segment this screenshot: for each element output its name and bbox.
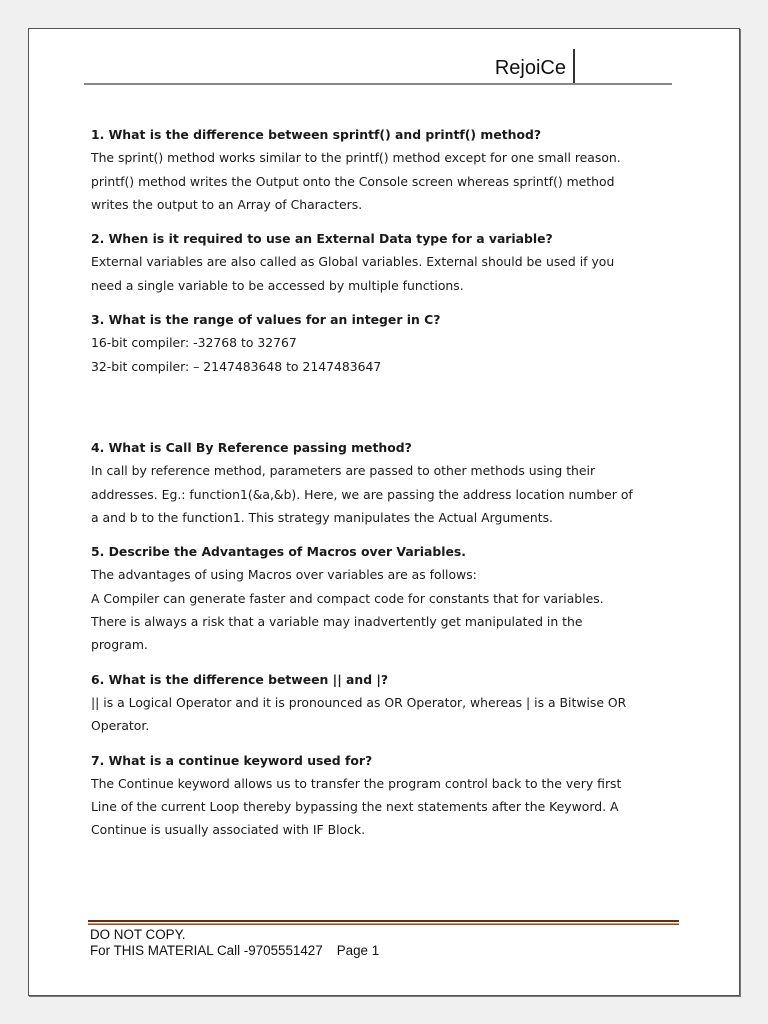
answer-line: Operator.	[91, 718, 150, 734]
question: 3. What is the range of values for an integer in C?	[91, 312, 441, 328]
qa-item-1	[91, 123, 683, 216]
question: 2. When is it required to use an External Data type for a variable?	[91, 231, 553, 247]
answer-line: In call by reference method, parameters are passed to other methods using their	[91, 463, 596, 479]
page-footer	[90, 927, 379, 959]
answer-line: printf() method writes the Output onto the Console screen whereas sprintf() method	[91, 173, 615, 189]
qa-item-4	[91, 436, 683, 529]
footer-contact: For THIS MATERIAL Call -9705551427	[90, 943, 323, 958]
answer-line: The Continue keyword allows us to transfer the program control back to the very first	[91, 775, 622, 791]
page-header	[495, 49, 571, 83]
answer-line: There is always a risk that a variable may inadvertently get manipulated in the	[91, 614, 583, 630]
header-title: RejoiCe	[494, 57, 566, 79]
answer-line: need a single variable to be accessed by multiple functions.	[91, 277, 464, 293]
question: 6. What is the difference between || and |?	[91, 671, 389, 687]
header-bar	[573, 49, 575, 85]
qa-item-6	[91, 668, 683, 738]
question: 5. Describe the Advantages of Macros over Variables.	[91, 544, 466, 560]
answer-line: addresses. Eg.: function1(&a,&b). Here, we are passing the address location number of	[91, 486, 633, 502]
answer-line: External variables are also called as Global variables. External should be used if you	[91, 254, 615, 270]
question: 1. What is the difference between sprintf() and printf() method?	[91, 127, 542, 142]
answer-line: a and b to the function1. This strategy manipulates the Actual Arguments.	[91, 509, 553, 525]
answer-line: 32-bit compiler: – 2147483648 to 2147483647	[91, 358, 382, 374]
answer-line: writes the output to an Array of Characters.	[91, 196, 363, 212]
qa-item-3	[91, 308, 683, 378]
footer-contact-line	[90, 943, 379, 959]
answer-line: 16-bit compiler: -32768 to 32767	[91, 335, 297, 351]
question: 7. What is a continue keyword used for?	[91, 752, 373, 768]
answer-line: Continue is usually associated with IF Block.	[91, 822, 366, 838]
answer-line: || is a Logical Operator and it is pronounced as OR Operator, whereas | is a Bitwise OR	[91, 694, 627, 710]
footer-notice: DO NOT COPY.	[90, 927, 186, 942]
footer-rule	[88, 920, 679, 925]
answer-line: The advantages of using Macros over variables are as follows:	[91, 567, 477, 583]
answer-line: A Compiler can generate faster and compact code for constants that for variables.	[91, 590, 604, 606]
answer-line: The sprint() method works similar to the printf() method except for one small reason.	[91, 150, 621, 166]
qa-item-7	[91, 749, 683, 842]
page-number: Page 1	[336, 943, 380, 958]
answer-line: program.	[91, 637, 148, 653]
document-page	[28, 28, 740, 996]
answer-line: Line of the current Loop thereby bypassing the next statements after the Keyword. A	[91, 799, 619, 815]
page-content	[91, 123, 683, 842]
qa-item-2	[91, 227, 683, 297]
question: 4. What is Call By Reference passing method?	[91, 439, 412, 455]
header-rule	[84, 83, 672, 85]
qa-item-5	[91, 540, 683, 656]
